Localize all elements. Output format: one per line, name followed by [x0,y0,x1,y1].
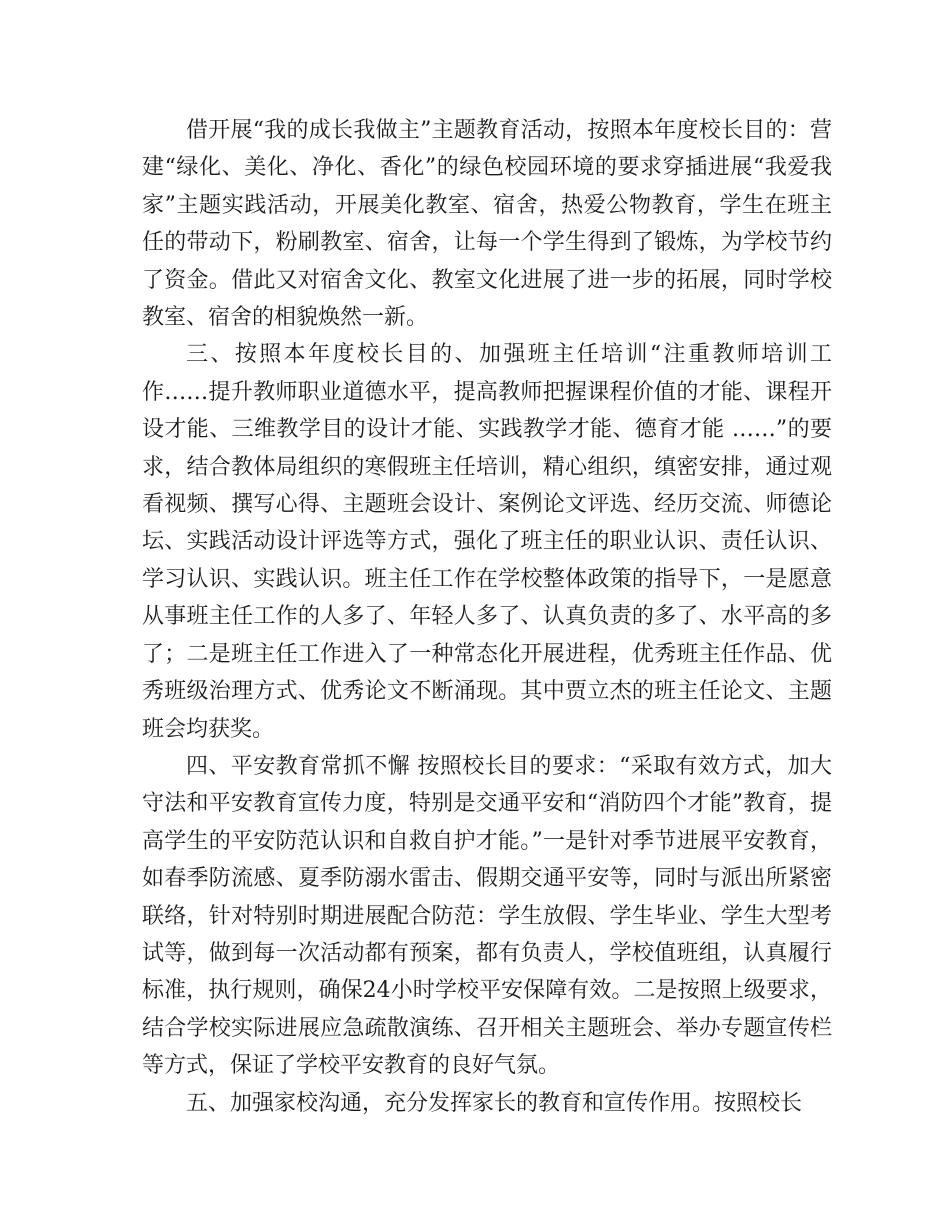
paragraph-teacher-training: 三、按照本年度校长目的、加强班主任培训“注重教师培训工作……提升教师职业道德水平，提高教师把握课程价值的才能、课程开设才能、三维教学目的设计才能、实践教学才能、德育才能 ……”的要求，结合教体局组织的寒假班主任培训，精心组织，缜密安排，通过观看视频、撰写心得、主题班会设计、案例论文评选、经历交流、师德论坛、实践活动设计评选等方式，强化了班主任的职业认识、责任认识、学习认识、实践认识。班主任工作在学校整体政策的指导下，一是愿意从事班主任工作的人多了、年轻人多了、认真负责的多了、水平高的多了；二是班主任工作进入了一种常态化开展进程，优秀班主任作品、优秀班级治理方式、优秀论文不断涌现。其中贾立杰的班主任论文、主题班会均获奖。 [142,342,832,742]
paragraph-safety-education: 四、平安教育常抓不懈 按照校长目的要求：“采取有效方式，加大守法和平安教育宣传力度，特别是交通平安和“消防四个才能”教育，提高学生的平安防范认识和自救自护才能。”一是针对季节进展平安教育，如春季防流感、夏季防溺水雷击、假期交通平安等，同时与派出所紧密联络，针对特别时期进展配合防范：学生放假、学生毕业、学生大型考试等，做到每一次活动都有预案，都有负责人，学校值班组，认真履行标准，执行规则，确保24小时学校平安保障有效。二是按照上级要求，结合学校实际进展应急疏散演练、召开相关主题班会、举办专题宣传栏等方式，保证了学校平安教育的良好气氛。 [142,753,832,1079]
paragraph-home-school-communication: 五、加强家校沟通，充分发挥家长的教育和宣传作用。按照校长 [186,1090,803,1116]
document-body [142,112,832,1122]
paragraph-campus-environment: 借开展“我的成长我做主”主题教育活动，按照本年度校长目的：营建“绿化、美化、净化、香化”的绿色校园环境的要求穿插进展“我爱我家”主题实践活动，开展美化教室、宿舍，热爱公物教育，学生在班主任的带动下，粉刷教室、宿舍，让每一个学生得到了锻炼，为学校节约了资金。借此又对宿舍文化、教室文化进展了进一步的拓展，同时学校教室、宿舍的相貌焕然一新。 [142,118,832,331]
